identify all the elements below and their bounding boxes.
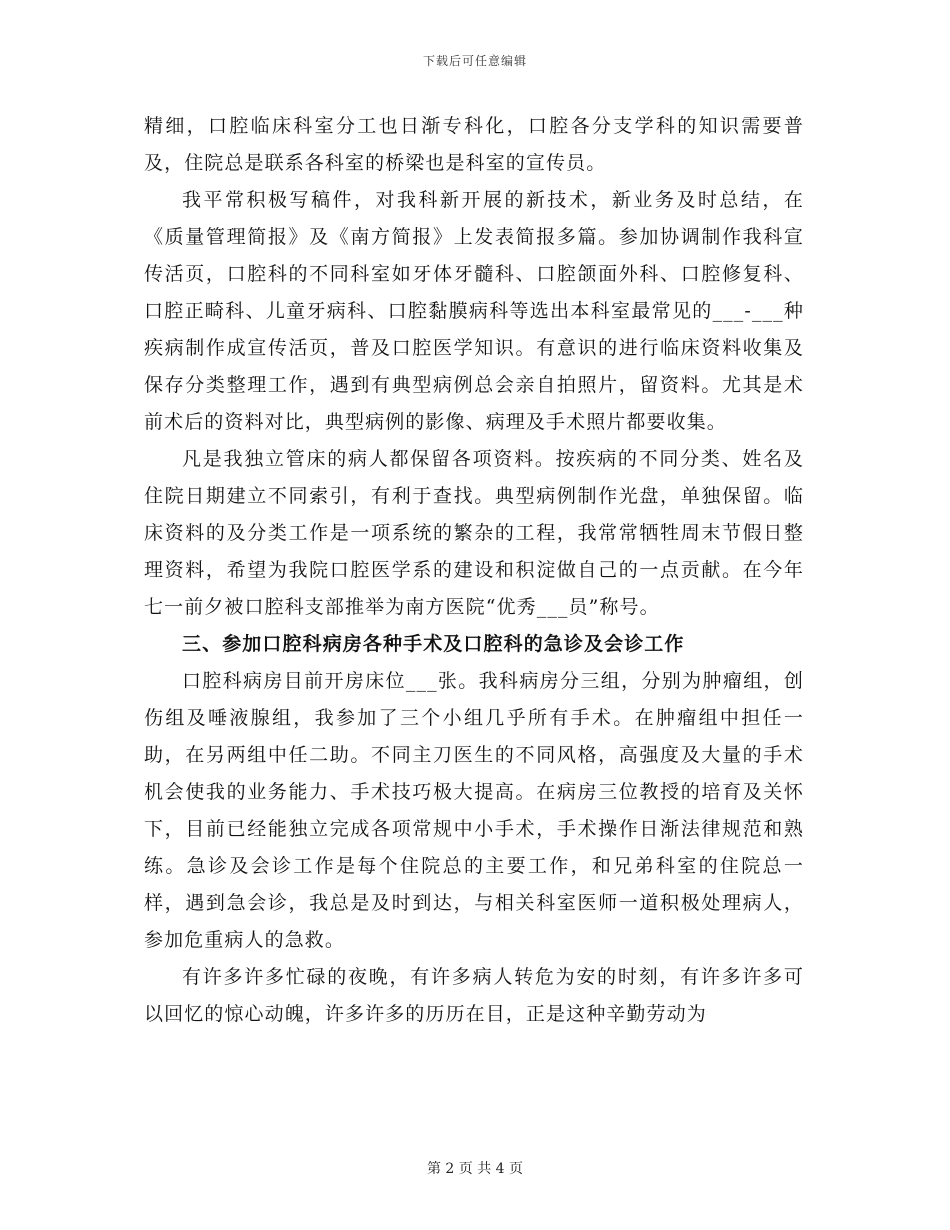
page-footer: 第 2 页 共 4 页 [426,1161,524,1177]
document-body [144,108,804,1033]
paragraph-2: 我平常积极写稿件，对我科新开展的新技术，新业务及时总结，在《质量管理简报》及《南方简报》上发表简报多篇。参加协调制作我科宣传活页，口腔科的不同科室如牙体牙髓科、口腔颌面外科、口腔修复科、口腔正畸科、儿童牙病科、口腔黏膜病科等选出本科室最常见的___-___种疾病制作成宣传活页，普及口腔医学知识。有意识的进行临床资料收集及保存分类整理工作，遇到有典型病例总会亲自拍照片，留资料。尤其是术前术后的资料对比，典型病例的影像、病理及手术照片都要收集。 [144,189,804,433]
paragraph-1: 精细，口腔临床科室分工也日渐专科化，口腔各分支学科的知识需要普及，住院总是联系各科室的桥梁也是科室的宣传员。 [144,115,804,174]
section-heading-3: 三、参加口腔科病房各种手术及口腔科的急诊及会诊工作 [182,633,685,655]
paragraph-4: 口腔科病房目前开房床位___张。我科病房分三组，分别为肿瘤组，创伤组及唾液腺组，我参加了三个小组几乎所有手术。在肿瘤组中担任一助，在另两组中任二助。不同主刀医生的不同风格，高强度及大量的手术机会使我的业务能力、手术技巧极大提高。在病房三位教授的培育及关怀下，目前已经能独立完成各项常规中小手术，手术操作日渐法律规范和熟练。急诊及会诊工作是每个住院总的主要工作，和兄弟科室的住院总一样，遇到急会诊，我总是及时到达，与相关科室医师一道积极处理病人，参加危重病人的急救。 [144,670,804,951]
paragraph-5: 有许多许多忙碌的夜晚，有许多病人转危为安的时刻，有许多许多可以回忆的惊心动魄，许多许多的历历在目，正是这种辛勤劳动为 [144,966,804,1025]
page-header: 下载后可任意编辑 [422,54,527,68]
paragraph-3: 凡是我独立管床的病人都保留各项资料。按疾病的不同分类、姓名及住院日期建立不同索引，有利于查找。典型病例制作光盘，单独保留。临床资料的及分类工作是一项系统的繁杂的工程，我常常牺牲周末节假日整理资料，希望为我院口腔医学系的建设和积淀做自己的一点贡献。在今年七一前夕被口腔科支部推举为南方医院“优秀___员”称号。 [144,448,804,618]
